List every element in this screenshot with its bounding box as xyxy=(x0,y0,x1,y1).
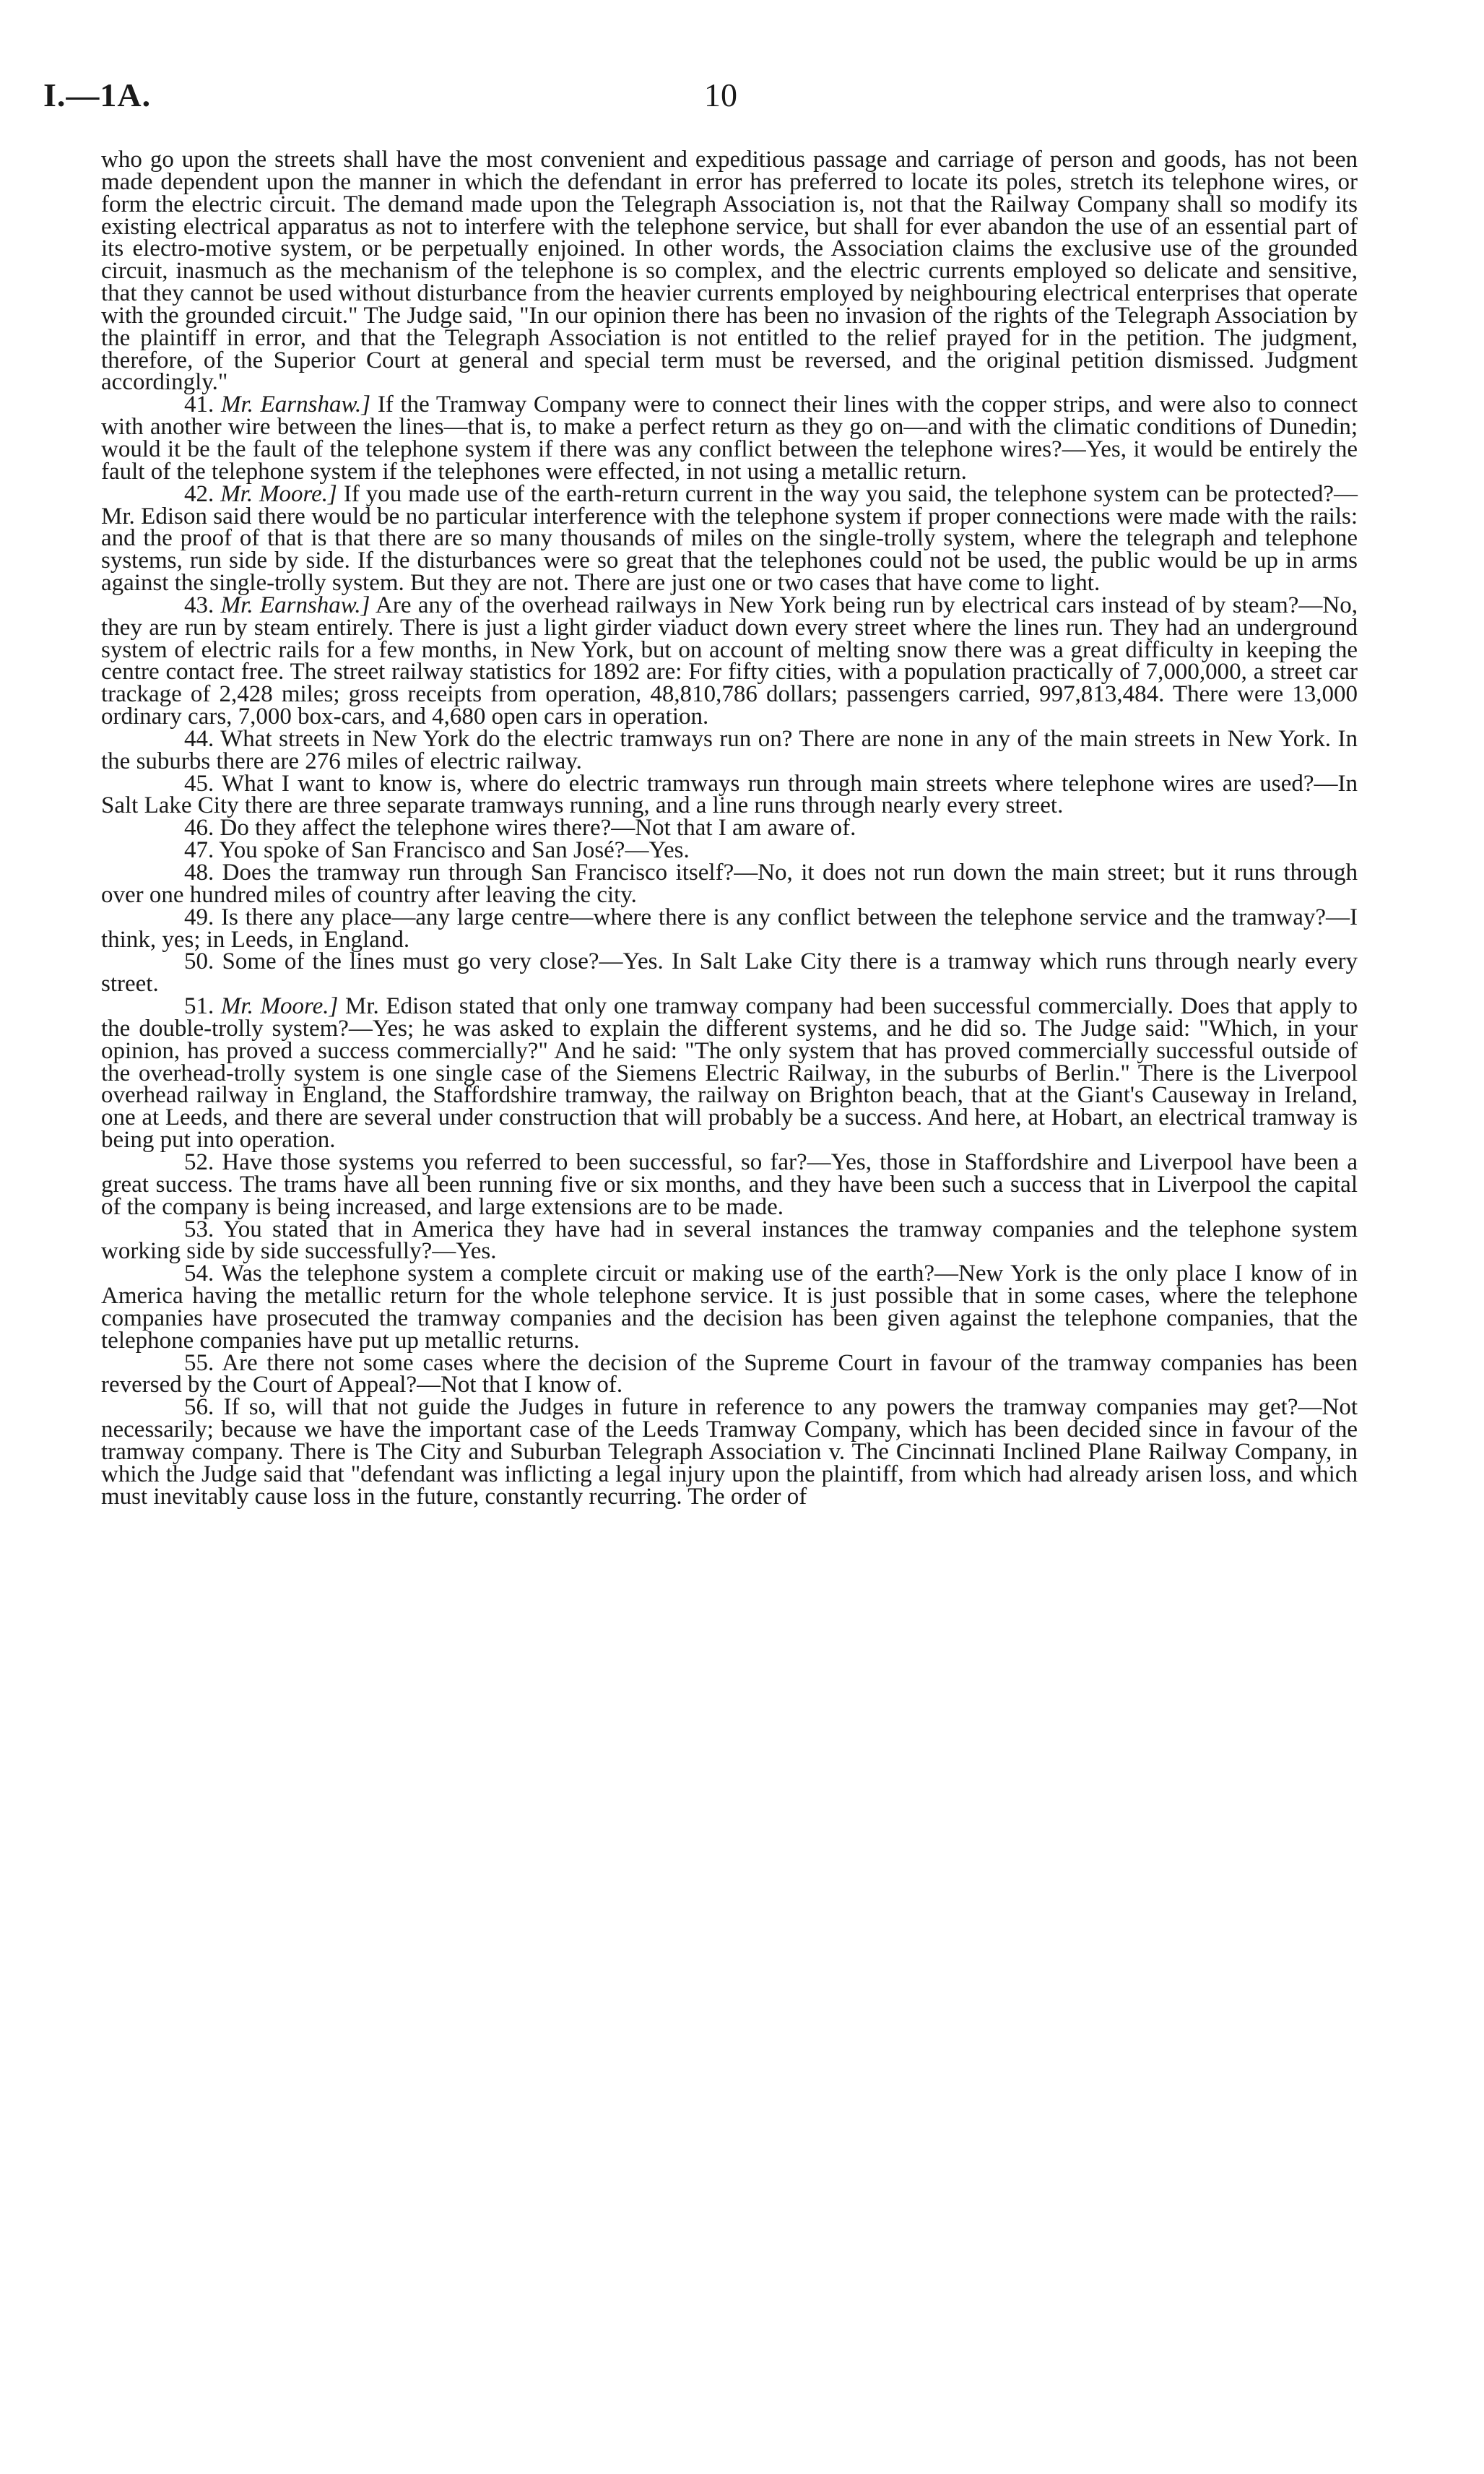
question-44 xyxy=(101,725,1358,774)
question-49 xyxy=(101,904,1358,953)
document-reference: I.—1A. xyxy=(43,77,152,113)
question-54 xyxy=(101,1260,1358,1354)
question-number: 53. xyxy=(184,1216,214,1242)
question-42 xyxy=(101,480,1358,597)
question-41 xyxy=(101,394,1358,483)
paragraph-text: Does the tramway run through San Francisco itself?—No, it does not run down the main street; but it runs through over one hundred miles of country after leaving the city. xyxy=(101,860,1358,908)
question-43 xyxy=(101,594,1358,728)
paragraph-text: Are any of the overhead railways in New York being run by electrical cars instead of by steam?—No, they are run by steam entirely. There is just a light girder viaduct down every street where the lines run. They had an underground system of electric rails for a few months, in New York, but on account of melting snow there was a great difficulty in keeping the centre contact free. The street railway statistics for 1892 are: For fifty cities, with a population practically of 7,000,000, a street car trackage of 2,428 miles; gross receipts from operation, 48,810,786 dollars; passengers carried, 997,813,484. There were 13,000 ordinary cars, 7,000 box-cars, and 4,680 open cars in operation. xyxy=(101,592,1358,730)
paragraph-text: If the Tramway Company were to connect their lines with the copper strips, and were also to connect with another wire between the lines—that is, to make a perfect return as they go on—and with the climatic conditions of Dunedin; would it be the fault of the telephone system if there was any conflict between the telephone wires?—Yes, it would be entirely the fault of the telephone system if the telephones were effected, in not using a metallic return. xyxy=(101,392,1358,485)
question-53 xyxy=(101,1216,1358,1265)
question-number: 50. xyxy=(184,948,214,975)
paragraph-text: Was the telephone system a complete circuit or making use of the earth?—New York is the only place I know of in America having the metallic return for the whole telephone service. It is just possible that in some cases, where the telephone companies have prosecuted the tramway companies and the decision has been given against the telephone companies, that the telephone companies have put up metallic returns. xyxy=(101,1260,1358,1354)
paragraph xyxy=(101,149,1358,394)
question-number: 55. xyxy=(184,1349,214,1376)
paragraph-text: If so, will that not guide the Judges in future in reference to any powers the tramway companies may get?—Not necessarily; because we have the important case of the Leeds Tramway Company, which has been decided since in favour of the tramway company. There is The City and Suburban Telegraph Association v. The Cincinnati Inclined Plane Railway Company, in which the Judge said that "defendant was inflicting a legal injury upon the plaintiff, from which had already arisen loss, and which must inevitably cause loss in the future, constantly recurring. The order of xyxy=(101,1394,1358,1510)
question-number: 48. xyxy=(184,860,214,886)
paragraph-text: What I want to know is, where do electric tramways run through main streets where telephone wires are used?—In Salt Lake City there are three separate tramways running, and a line runs through nearly every street. xyxy=(101,770,1358,819)
question-number: 44. xyxy=(184,725,214,752)
question-number: 45. xyxy=(184,770,214,797)
question-52 xyxy=(101,1151,1358,1219)
question-number: 42. xyxy=(184,480,214,507)
paragraph-text: You stated that in America they have had in several instances the tramway companies and the telephone system working side by side successfully?—Yes. xyxy=(101,1216,1358,1265)
question-number: 43. xyxy=(184,592,214,618)
speaker: Mr. Earnshaw.] xyxy=(220,392,371,418)
paragraph-text: Some of the lines must go very close?—Yes. In Salt Lake City there is a tramway which runs through nearly every street. xyxy=(101,948,1358,998)
paragraph-text: Mr. Edison stated that only one tramway company had been successful commercially. Does that apply to the double-trolly system?—Yes; he was asked to explain the different systems, and he did so. The Judge said: "Which, in your opinion, has proved a success commercially?" And he said: "The only system that has proved commercially successful outside of the overhead-trolly system is one single case of the Siemens Electric Railway, in the suburbs of Berlin." There is the Liverpool overhead railway in England, the Staffordshire tramway, the railway on Brighton beach, that at the Giant's Causeway in Ireland, one at Leeds, and there are several under construction that will probably be a success. And here, at Hobart, an electrical tramway is being put into operation. xyxy=(101,993,1358,1154)
question-number: 47. xyxy=(184,837,214,864)
paragraph-text: If you made use of the earth-return current in the way you said, the telephone system can be protected?—Mr. Edison said there would be no particular interference with the telephone system if proper connections were made with the rails: and the proof of that is that there are so many thousands of miles on the single-trolly system, where the telegraph and telephone systems, run side by side. If the disturbances were so great that the telephones could not be used, the public would be up in arms against the single-trolly system. But they are not. There are just one or two cases that have come to light. xyxy=(101,480,1358,597)
question-45 xyxy=(101,770,1358,819)
page-number: 10 xyxy=(704,77,737,113)
question-50 xyxy=(101,948,1358,998)
question-56 xyxy=(101,1396,1358,1508)
paragraph-text: who go upon the streets shall have the most convenient and expeditious passage and carriage of person and goods, has not been made dependent upon the manner in which the defendant in error has preferred to locate its poles, stretch its telephone wires, or form the electric circuit. The demand made upon the Telegraph Association is, not that the Railway Company shall so modify its existing electrical apparatus as not to interfere with the telephone service, but shall for ever abandon the use of an essential part of its electro-motive system, or be perpetually enjoined. In other words, the Association claims the exclusive use of the grounded circuit, inasmuch as the mechanism of the telephone is so complex, and the electric currents employed so delicate and sensitive, that they cannot be used without disturbance from the heavier currents employed by neighbouring electrical enterprises that operate with the grounded circuit." The Judge said, "In our opinion there has been no invasion of the rights of the Telegraph Association by the plaintiff in error, and that the Telegraph Association is not entitled to the relief prayed for in the petition. The judgment, therefore, of the Superior Court at general and special term must be reversed, and the original petition dismissed. Judgment accordingly." xyxy=(101,147,1358,396)
question-46 xyxy=(101,815,1358,842)
question-48 xyxy=(101,862,1358,907)
question-number: 52. xyxy=(184,1149,214,1175)
question-47 xyxy=(101,839,1358,862)
question-number: 56. xyxy=(184,1394,214,1421)
paragraph-text: What streets in New York do the electric tramways run on? There are none in any of the main streets in New York. In the suburbs there are 276 miles of electric railway. xyxy=(101,725,1358,774)
question-number: 46. xyxy=(184,815,214,842)
question-number: 49. xyxy=(184,904,214,930)
question-51 xyxy=(101,993,1358,1154)
speaker: Mr. Moore.] xyxy=(220,480,337,507)
paragraph-text: Is there any place—any large centre—where there is any conflict between the telephone service and the tramway?—I think, yes; in Leeds, in England. xyxy=(101,904,1358,953)
paragraph-text: You spoke of San Francisco and San José?—Yes. xyxy=(219,837,690,864)
speaker: Mr. Earnshaw.] xyxy=(220,592,370,618)
paragraph-text: Are there not some cases where the decision of the Supreme Court in favour of the tramway companies has been reversed by the Court of Appeal?—Not that I know of. xyxy=(101,1349,1358,1398)
body-text xyxy=(101,149,1358,1508)
paragraph-text: Do they affect the telephone wires there?—Not that I am aware of. xyxy=(220,815,856,842)
page-header xyxy=(43,76,1358,119)
question-number: 51. xyxy=(184,993,214,1020)
question-number: 54. xyxy=(184,1260,214,1287)
question-number: 41. xyxy=(184,392,214,418)
paragraph-text: Have those systems you referred to been successful, so far?—Yes, those in Staffordshire and Liverpool have been a great success. The trams have all been running five or six months, and they have been such a success that in Liverpool the capital of the company is being increased, and large extensions are to be made. xyxy=(101,1149,1358,1220)
question-55 xyxy=(101,1349,1358,1398)
speaker: Mr. Moore.] xyxy=(220,993,339,1020)
